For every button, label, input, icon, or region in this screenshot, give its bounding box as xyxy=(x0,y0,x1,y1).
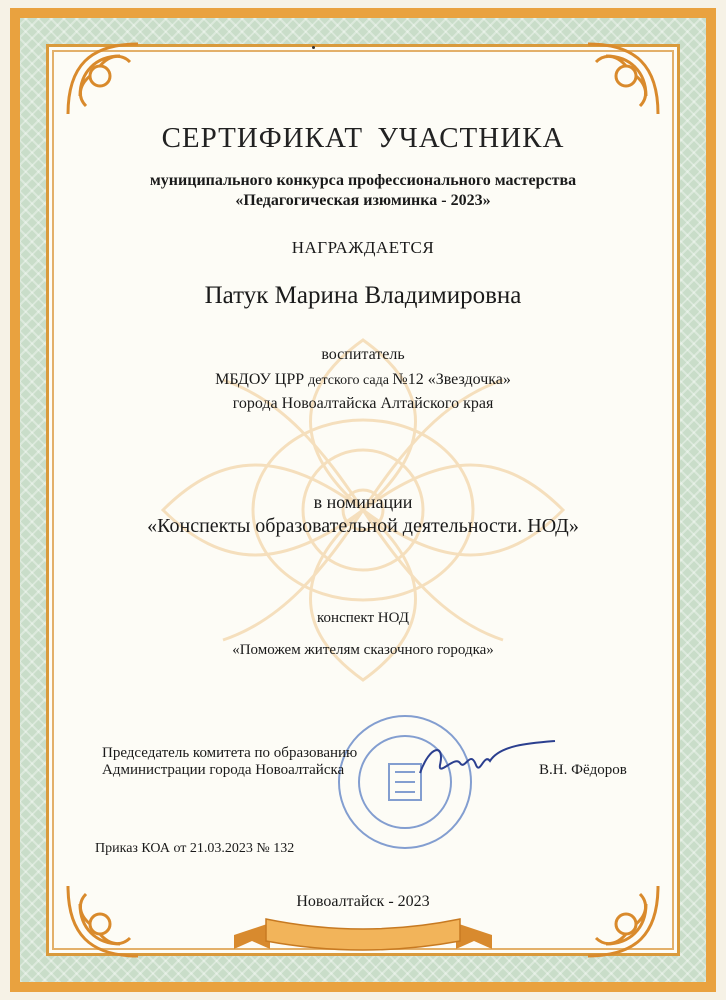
corner-ornament-icon xyxy=(60,36,146,122)
signatory-role-line1: Председатель комитета по образованию xyxy=(102,745,358,761)
work-type: конспект НОД xyxy=(317,610,409,626)
order-reference: Приказ КОА от 21.03.2023 № 132 xyxy=(95,841,295,856)
city-year: Новоалтайск - 2023 xyxy=(296,893,430,910)
signatory-role-line2: Администрации города Новоалтайска xyxy=(102,762,345,778)
recipient-name: Патук Марина Владимировна xyxy=(204,282,522,309)
organization-line1 xyxy=(0,371,726,389)
awarded-label: НАГРАЖДАЕТСЯ xyxy=(291,238,435,257)
nomination-label: в номинации xyxy=(313,492,413,512)
org-number: №12 «Звездочка» xyxy=(392,371,511,388)
contest-name-line2: «Педагогическая изюминка - 2023» xyxy=(235,192,491,209)
recipient-position: воспитатель xyxy=(321,346,405,363)
corner-ornament-icon xyxy=(580,878,666,964)
organization-line2: города Новоалтайска Алтайского края xyxy=(232,395,494,412)
print-dot xyxy=(312,46,315,49)
work-title: «Поможем жителям сказочного городка» xyxy=(232,642,494,658)
signatory-role xyxy=(102,745,357,779)
nomination-title: «Конспекты образовательной деятельности. НОД» xyxy=(147,515,579,537)
contest-name-line1: муниципального конкурса профессионального мастерства xyxy=(149,172,577,189)
signatory-name: В.Н. Фёдоров xyxy=(539,762,627,778)
org-abbrev: МБДОУ ЦРР xyxy=(215,371,309,388)
corner-ornament-icon xyxy=(580,36,666,122)
corner-ornament-icon xyxy=(60,878,146,964)
signature-icon xyxy=(410,735,560,785)
org-type: детского сада xyxy=(308,373,393,388)
certificate-title: СЕРТИФИКАТ УЧАСТНИКА xyxy=(161,122,565,154)
ribbon-banner-icon xyxy=(230,905,496,953)
